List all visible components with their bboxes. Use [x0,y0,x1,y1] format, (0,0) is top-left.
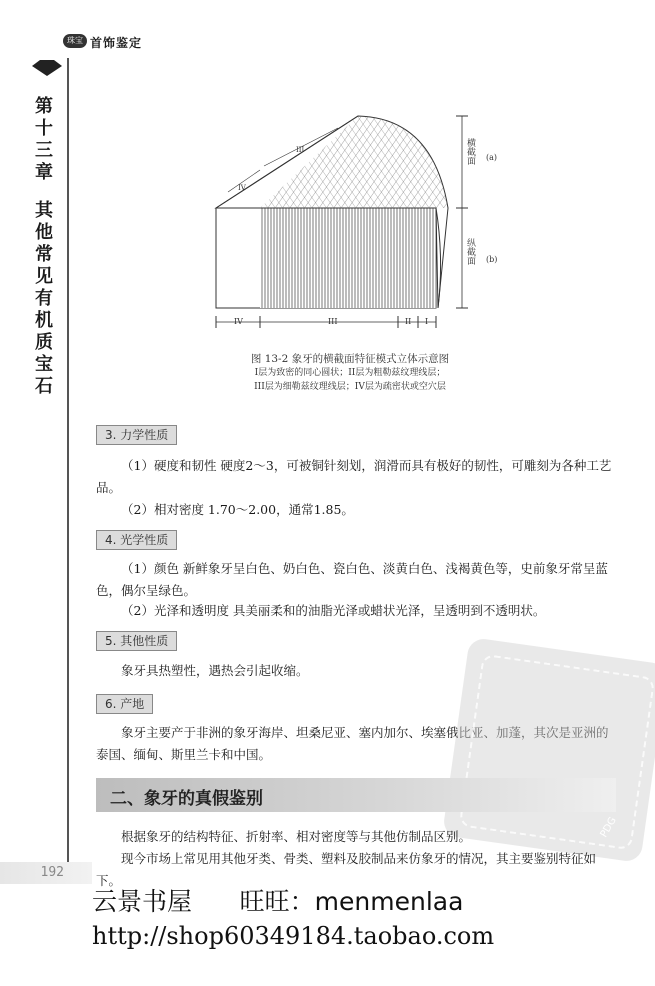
section-tag: 5. 其他性质 [96,631,177,651]
section-tag: 3. 力学性质 [96,425,177,445]
chapter-char: 机 [35,310,53,331]
chapter-char: 他 [35,222,53,243]
paragraph: （1）硬度和韧性 硬度2～3，可被铜针刻划，润滑而具有极好的韧性，可雕刻为各种工艺品。 [96,458,612,495]
chapter-char: 质 [35,332,53,353]
paragraph: 象牙主要产于非洲的象牙海岸、坦桑尼亚、塞内加尔、埃塞俄比亚、加蓬，其次是亚洲的泰国、缅甸、斯里兰卡和中国。 [96,725,609,762]
label-wedge-III: III [296,146,305,154]
paragraph: （2）光泽和透明度 具美丽柔和的油脂光泽或蜡状光泽，呈透明到不透明状。 [121,603,546,618]
ivory-structure-diagram [198,98,510,348]
paragraph: （1）颜色 新鲜象牙呈白色、奶白色、瓷白色、淡黄白色、浅褐黄色等，史前象牙常呈蓝色，偶尔呈绿色。 [96,561,608,598]
stamp-label: PDG [598,815,619,840]
chapter-char: 第 [35,96,53,117]
chapter-char: 三 [35,140,53,161]
chapter-char: 其 [35,200,53,221]
paragraph: 根据象牙的结构特征、折射率、相对密度等与其他仿制品区别。 [121,829,472,844]
label-b: (b) [486,255,498,264]
figure-caption [200,352,500,394]
paragraph: 象牙具热塑性，遇热会引起收缩。 [121,663,309,678]
series-badge: 珠宝 [63,34,87,48]
label-a: (a) [486,153,498,162]
figure-caption-line: III层为细勒兹纹理线层；IV层为疏密状或空穴层 [254,382,446,392]
label-roman-III: III [328,317,338,326]
label-longitudinal-text: 纵截面 [465,238,475,265]
chapter-title [32,96,56,398]
figure-caption-title: 图 13-2 象牙的横截面特征模式立体示意图 [250,353,450,365]
chapter-char: 十 [35,118,53,139]
paragraph: 现今市场上常见用其他牙类、骨类、塑料及胶制品来仿象牙的情况，其主要鉴别特征如下。 [96,851,597,888]
chapter-char: 宝 [35,354,53,375]
label-roman-IV: IV [234,317,243,326]
section-heading: 二、象牙的真假鉴别 [110,789,263,809]
diamond-icon [32,60,62,76]
label-longitudinal [465,237,476,266]
label-wedge-IV: IV [238,184,246,192]
chapter-char: 石 [35,376,53,397]
label-transverse [465,137,476,166]
label-roman-II: II [405,317,412,326]
label-roman-I: I [425,317,429,326]
chapter-char: 章 [35,162,53,183]
paragraph: （2）相对密度 1.70～2.00，通常1.85。 [121,502,354,517]
section-tag: 6. 产地 [96,694,153,714]
shop-url-watermark: http://shop60349184.taobao.com [92,922,495,950]
chapter-char: 有 [35,288,53,309]
margin-rule [67,58,69,878]
chapter-char: 常 [35,244,53,265]
chapter-char: 见 [35,266,53,287]
series-title-text: 首饰鉴定 [90,36,143,50]
section-tag: 4. 光学性质 [96,530,177,550]
figure-caption-line: I层为致密的同心圆状；II层为粗勒兹纹理线层； [254,368,446,378]
page-number: 192 [0,862,92,884]
label-transverse-text: 横截面 [465,138,475,165]
series-title [90,34,142,51]
shop-watermark: 云景书屋 旺旺：menmenlaa [92,887,464,916]
watermark-stamp-border [459,654,655,851]
